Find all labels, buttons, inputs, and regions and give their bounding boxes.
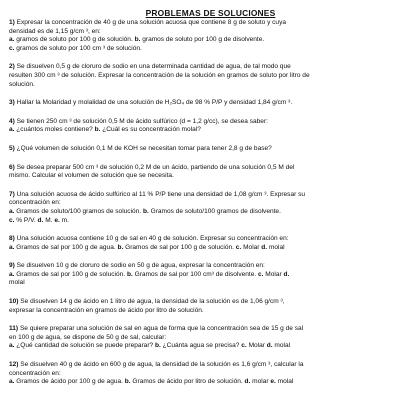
problem-text-line	[9, 325, 412, 334]
problem-text-line	[9, 19, 412, 28]
problem-number: 12)	[9, 361, 19, 369]
problem-text-line	[9, 81, 412, 90]
problem-number: 9)	[9, 262, 15, 270]
option-label: a.	[9, 207, 15, 215]
problem-number: 8)	[9, 235, 15, 243]
problem-7	[9, 191, 412, 225]
option-label: b.	[117, 243, 124, 251]
option-label: b.	[124, 378, 131, 386]
problem-number: 7)	[9, 190, 15, 198]
option-line	[9, 279, 412, 288]
problem-text: Se tienen 250 cm ³ de solución 0,5 M de ácido sulfúrico (d = 1,2 g/cc), se desea saber:	[16, 117, 268, 125]
option-text: molal	[274, 342, 291, 350]
problem-6	[9, 164, 412, 181]
problem-text: en 100 g de agua, se dispone de 50 g de sal, calcular:	[9, 333, 167, 341]
problem-1	[9, 19, 412, 53]
option-label: b.	[142, 207, 149, 215]
problem-text: concentración en:	[9, 199, 61, 207]
option-text: Gramos de ácido por 100 g de agua.	[16, 378, 123, 386]
problem-2	[9, 63, 412, 89]
problem-text-line	[9, 235, 412, 244]
problem-10	[9, 298, 412, 315]
problem-text: Se disuelven 10 g de cloruro de sodio en 50 g de agua, expresar la concentración en:	[16, 262, 265, 270]
problem-9	[9, 262, 412, 288]
problem-text-line	[9, 262, 412, 271]
option-label: d.	[266, 342, 273, 350]
problem-text: solución.	[9, 80, 35, 88]
option-line	[9, 45, 412, 54]
option-line	[9, 208, 412, 217]
option-label: e.	[54, 216, 60, 224]
problem-text-line	[9, 28, 412, 37]
problem-text-line	[9, 72, 412, 81]
option-label: a.	[9, 126, 15, 134]
problem-number: 5)	[9, 144, 15, 152]
problem-3	[9, 99, 412, 108]
problem-text-line	[9, 307, 412, 316]
option-text: Molar	[243, 243, 260, 251]
problem-8	[9, 235, 412, 252]
problem-text: resulten 300 cm ³ de solución. Expresar la concentración de la solución en gramos de soluto por litro de	[9, 71, 310, 79]
option-line	[9, 378, 412, 387]
problem-number: 6)	[9, 163, 15, 171]
problem-text-line	[9, 334, 412, 343]
problem-4	[9, 118, 412, 135]
option-label: c.	[235, 243, 242, 251]
problem-text-line	[9, 361, 412, 370]
problem-text-line	[9, 172, 412, 181]
problem-text: Se disuelven 0,5 g de cloruro de sodio en una determinada cantidad de agua, de tal modo que	[16, 63, 291, 71]
option-label: b.	[94, 126, 101, 134]
problem-5	[9, 145, 412, 154]
option-line	[9, 342, 412, 351]
problem-text-line	[9, 63, 412, 72]
option-line	[9, 271, 412, 280]
option-line	[9, 36, 412, 45]
option-label: a.	[9, 378, 15, 386]
problem-number: 11)	[9, 325, 19, 333]
option-text: Gramos de sal por 100 g de agua.	[16, 243, 116, 251]
option-label: a.	[9, 36, 15, 44]
problem-text-line	[9, 370, 412, 379]
option-label: b.	[154, 342, 161, 350]
option-label: d.	[283, 270, 290, 278]
page-title: PROBLEMAS DE SOLUCIONES	[145, 8, 276, 18]
problem-text: Una solución acuosa contiene 10 g de sal en 40 g de solución. Expresar su concentración en:	[16, 235, 289, 243]
problem-text: Hallar la Molaridad y molalidad de una solución de H₂SO₄ de 98 % P/P y densidad 1,84 g/cm ³.	[16, 99, 293, 107]
problem-text-line	[9, 298, 412, 307]
problem-number: 4)	[9, 117, 15, 125]
option-label: a.	[9, 270, 15, 278]
option-text: Gramos de soluto/100 gramos de solución.	[16, 207, 142, 215]
option-line	[9, 126, 412, 135]
problem-text: densidad es de 1,15 g/cm ³, en:	[9, 27, 101, 35]
option-text: m.	[61, 216, 69, 224]
option-text: Gramos de sal por 100 g de solución.	[16, 270, 126, 278]
problem-text: Se disuelven 40 g de ácido en 600 g de agua, la densidad de la solución es 1,6 g/cm ³, calcular la	[20, 361, 304, 369]
problem-12	[9, 361, 412, 387]
option-text: % P/V.	[16, 216, 36, 224]
option-text: gramos de soluto por 100 cm ³ de solución.	[16, 44, 142, 52]
option-text: ¿Cuánta agua se precisa?	[162, 342, 240, 350]
option-text: molal	[268, 243, 285, 251]
problem-number: 3)	[9, 99, 15, 107]
option-text: Gramos de sal por 100 g de solución.	[125, 243, 234, 251]
option-label: a.	[9, 342, 15, 350]
problem-11	[9, 325, 412, 351]
option-text: Molar	[265, 270, 282, 278]
option-text: molal	[9, 279, 25, 287]
problem-text-line	[9, 99, 412, 108]
option-text: gramos de soluto por 100 g de disolvente.	[142, 36, 265, 44]
problem-text: Se desea preparar 500 cm ³ de solución 0,2 M de un ácido, partiendo de una solución 0,5 M del	[16, 163, 295, 171]
option-text: Molar	[248, 342, 265, 350]
problem-text: ¿Qué volumen de solución 0,1 M de KOH se necesitan tomar para tener 2,8 g de base?	[16, 144, 272, 152]
option-label: b.	[134, 36, 141, 44]
option-label: b.	[126, 270, 133, 278]
problem-text-line	[9, 145, 412, 154]
problem-text-line	[9, 164, 412, 173]
option-label: c.	[9, 44, 15, 52]
problem-number: 10)	[9, 298, 19, 306]
problem-text: concentración en:	[9, 369, 61, 377]
option-label: a.	[9, 243, 15, 251]
problem-list	[9, 19, 412, 387]
problem-text: Una solución acuosa de ácido sulfúrico al 11 % P/P tiene una densidad de 1,08 g/cm ³. Expresar su	[16, 190, 306, 198]
option-line	[9, 244, 412, 253]
option-label: d.	[261, 243, 268, 251]
option-line	[9, 217, 412, 226]
option-text: ¿Qué cantidad de solución se puede preparar?	[16, 342, 154, 350]
problem-number: 2)	[9, 63, 15, 71]
option-text: Gramos de sal por 100 cm³ de disolvente.	[134, 270, 257, 278]
problem-text-line	[9, 199, 412, 208]
problem-text-line	[9, 191, 412, 200]
option-text: molar	[252, 378, 269, 386]
option-text: Gramos de ácido por litro de solución.	[132, 378, 243, 386]
option-text: molal	[277, 378, 294, 386]
option-label: d.	[244, 378, 251, 386]
option-text: ¿Cuál es su concentración molal?	[102, 126, 201, 134]
option-text: Gramos de soluto/100 gramos de disolvente.	[150, 207, 281, 215]
problem-number: 1)	[9, 19, 15, 26]
option-text: gramos de soluto por 100 g de solución.	[16, 36, 133, 44]
option-label: c.	[241, 342, 247, 350]
problem-text: Se disuelven 14 g de ácido en 1 litro de agua, la densidad de la solución es de 1,06 g/cm ³,	[20, 298, 285, 306]
option-label: c.	[9, 216, 15, 224]
problem-text-line	[9, 118, 412, 127]
problem-text: expresar la concentración en gramos de ácido por litro de solución.	[9, 306, 204, 314]
problem-text: Se quiere preparar una solución de sal en agua de forma que la concentración sea de 15 g de sal	[19, 325, 304, 333]
option-label: d.	[37, 216, 44, 224]
option-label: c.	[257, 270, 264, 278]
option-text: M.	[45, 216, 53, 224]
problem-text: mismo. Calcular el volumen de solución que se necesita.	[9, 172, 174, 180]
problem-text: Expresar la concentración de 40 g de una solución acuosa que contiene 8 g de soluto y cuya	[16, 19, 286, 26]
option-label: e.	[270, 378, 276, 386]
option-text: ¿cuántos moles contiene?	[16, 126, 93, 134]
